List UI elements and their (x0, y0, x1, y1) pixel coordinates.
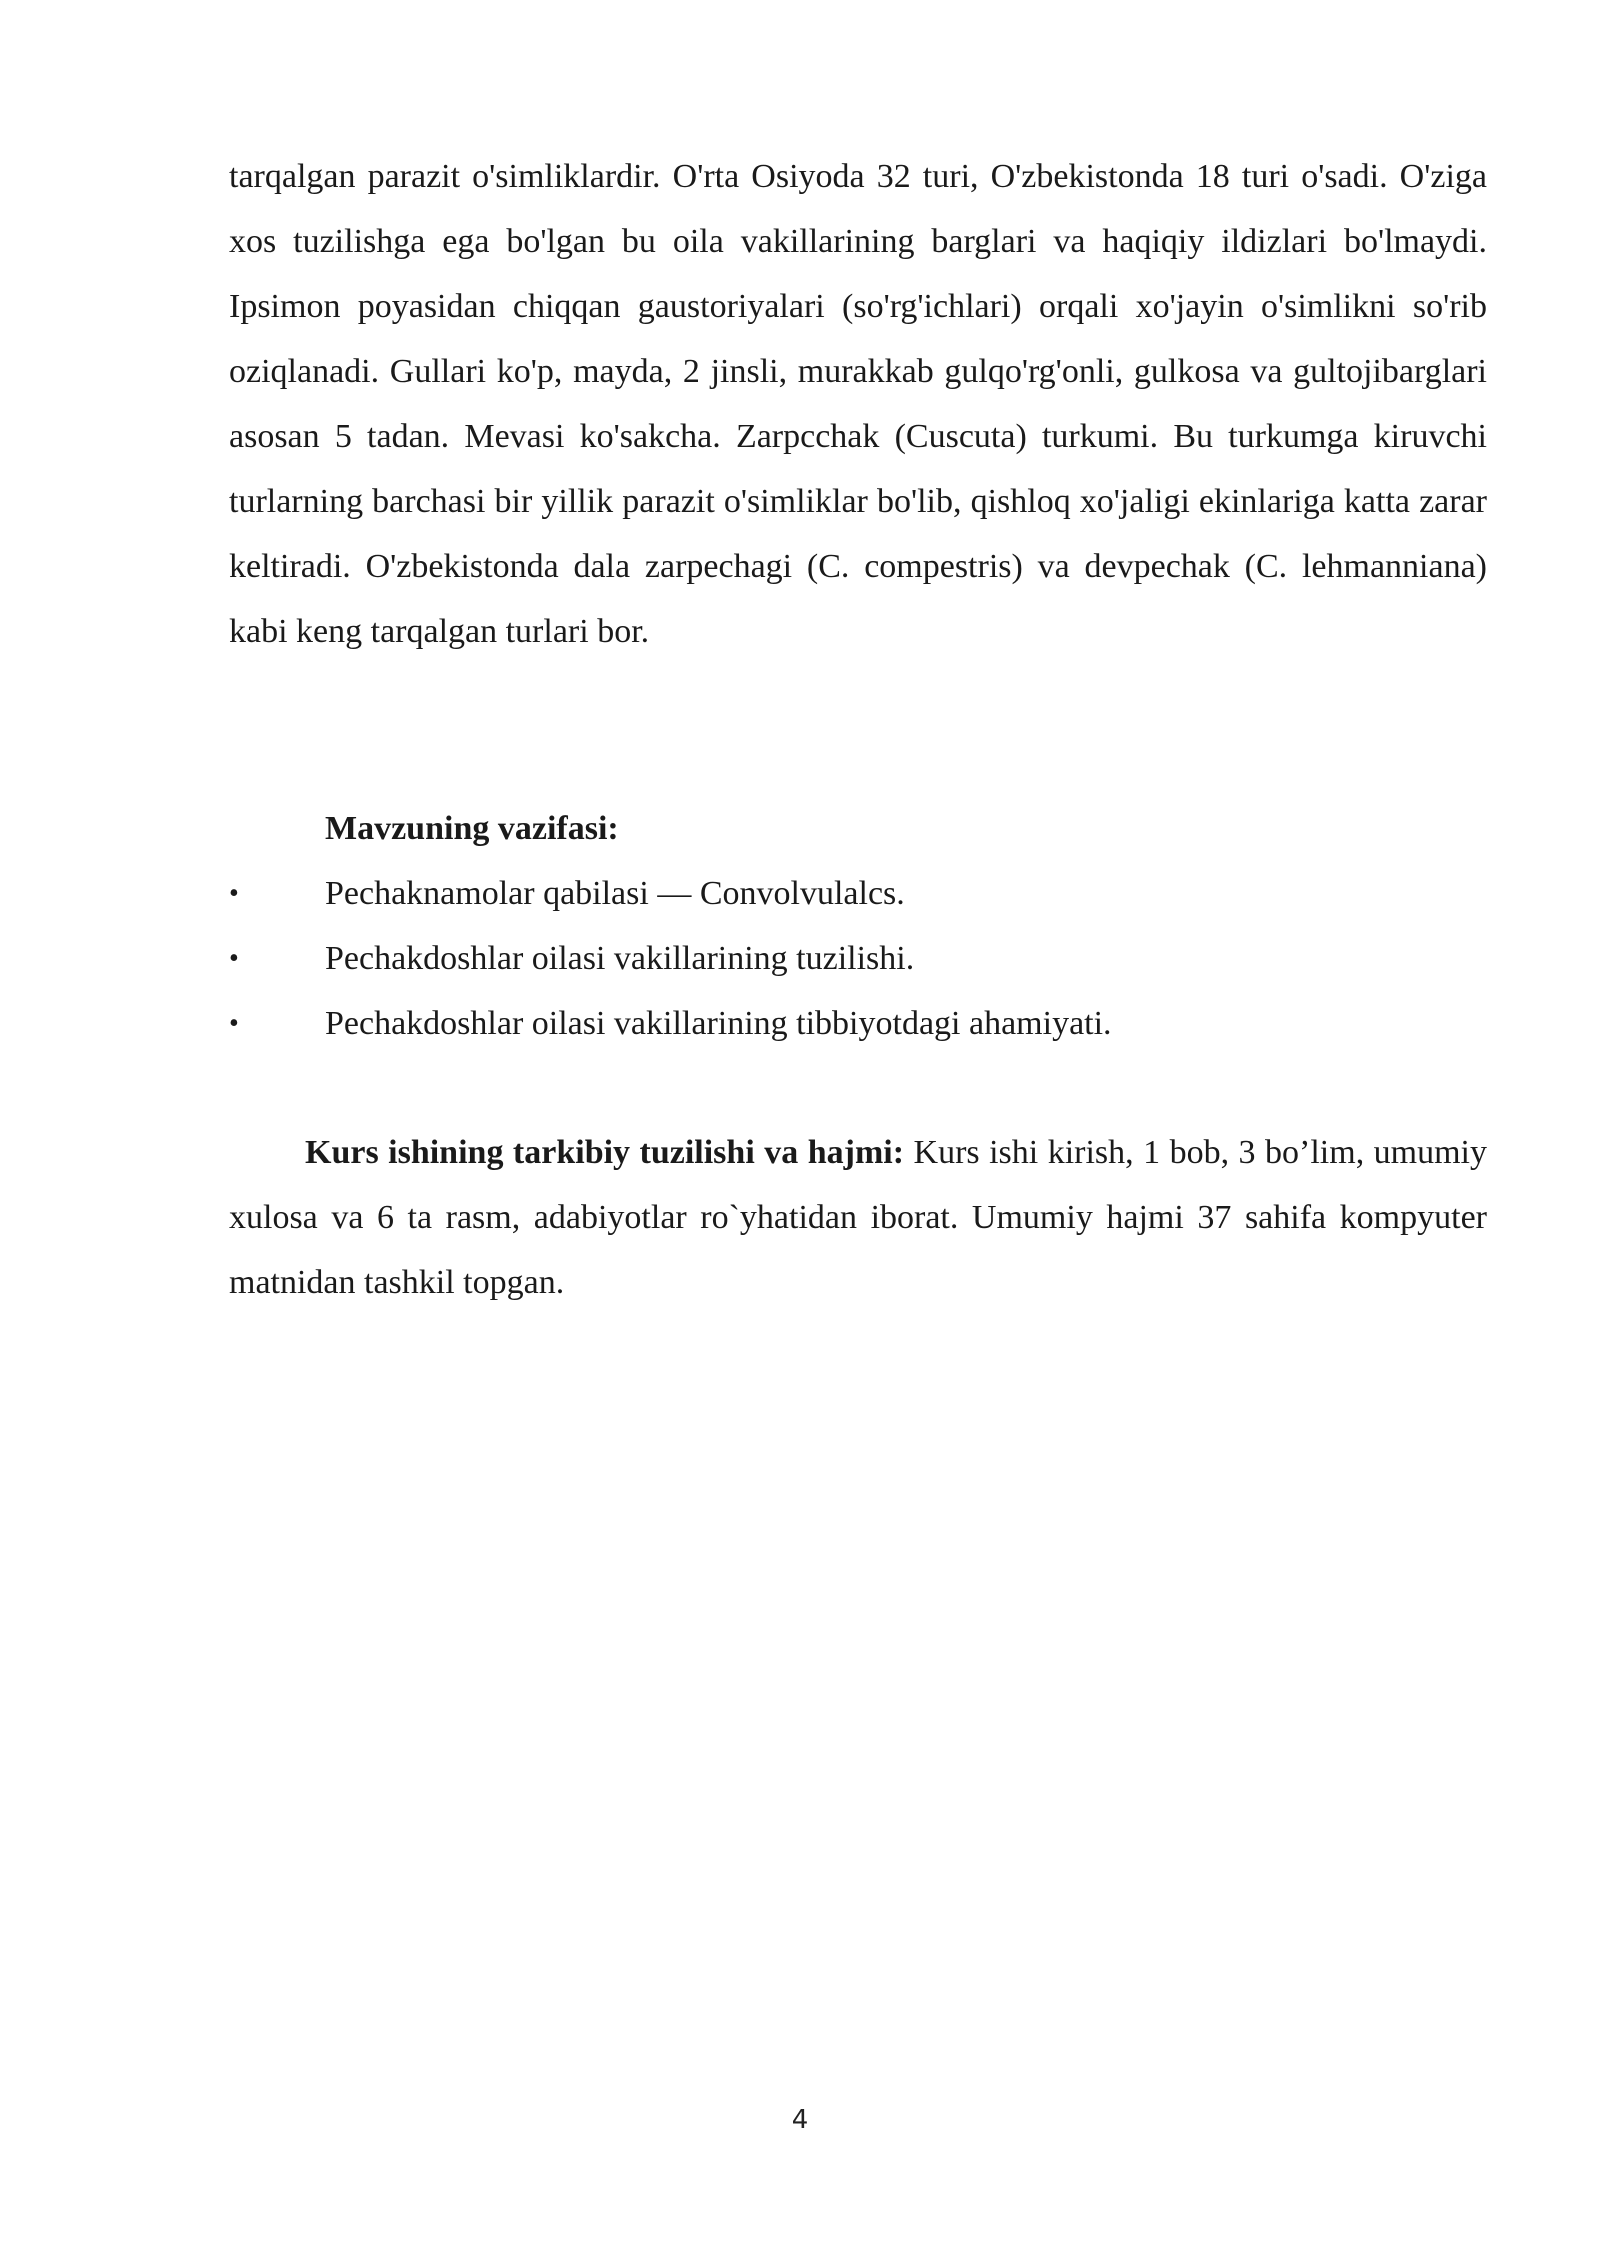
intro-paragraph: tarqalgan parazit o'simliklardir. O'rta Osiyoda 32 turi, O'zbekistonda 18 turi o'sadi. O'ziga xos tuzilishga ega bo'lgan bu oila vakillarining barglari va haqiqiy ildizlari bo'lmaydi. Ipsimon poyasidan chiqqan gaustoriyalari (so'rg'ichlari) orqali xo'jayin o'simlikni so'rib oziqlanadi. Gullari ko'p, mayda, 2 jinsli, murakkab gulqo'rg'onli, gulkosa va gultojibarglari asosan 5 tadan. Mevasi ko'sakcha. Zarpcchak (Cuscuta) turkumi. Bu turkumga kiruvchi turlarning barchasi bir yillik parazit o'simliklar bo'lib, qishloq xo'jaligi ekinlariga katta zarar keltiradi. O'zbekistonda dala zarpechagi (C. compestris) va devpechak (C. lehmanniana) kabi keng tarqalgan turlari bor. (229, 158, 1487, 650)
list-item (229, 991, 1487, 1056)
task-text: Pechaknamolar qabilasi — Convolvulalcs. (325, 875, 905, 912)
list-item (229, 861, 1487, 926)
bullet-icon: • (229, 878, 239, 909)
bullet-icon: • (229, 1008, 239, 1039)
structure-paragraph (229, 1120, 1487, 1315)
bullet-icon: • (229, 943, 239, 974)
tasks-heading: Mavzuning vazifasi: (325, 810, 619, 847)
structure-text: Kurs ishi kirish, 1 bob, 3 bo’lim, umumiy xulosa va 6 ta rasm, adabiyotlar ro`yhatidan iborat. Umumiy hajmi 37 sahifa kompyuter matnidan tashkil topgan. (229, 1134, 1488, 1301)
list-item (229, 926, 1487, 991)
page-number: 4 (791, 2105, 809, 2135)
structure-label: Kurs ishining tarkibiy tuzilishi va hajmi: (305, 1134, 905, 1171)
task-text: Pechakdoshlar oilasi vakillarining tibbiyotdagi ahamiyati. (325, 1005, 1112, 1042)
task-text: Pechakdoshlar oilasi vakillarining tuzilishi. (325, 940, 915, 977)
tasks-list (229, 861, 1487, 1056)
